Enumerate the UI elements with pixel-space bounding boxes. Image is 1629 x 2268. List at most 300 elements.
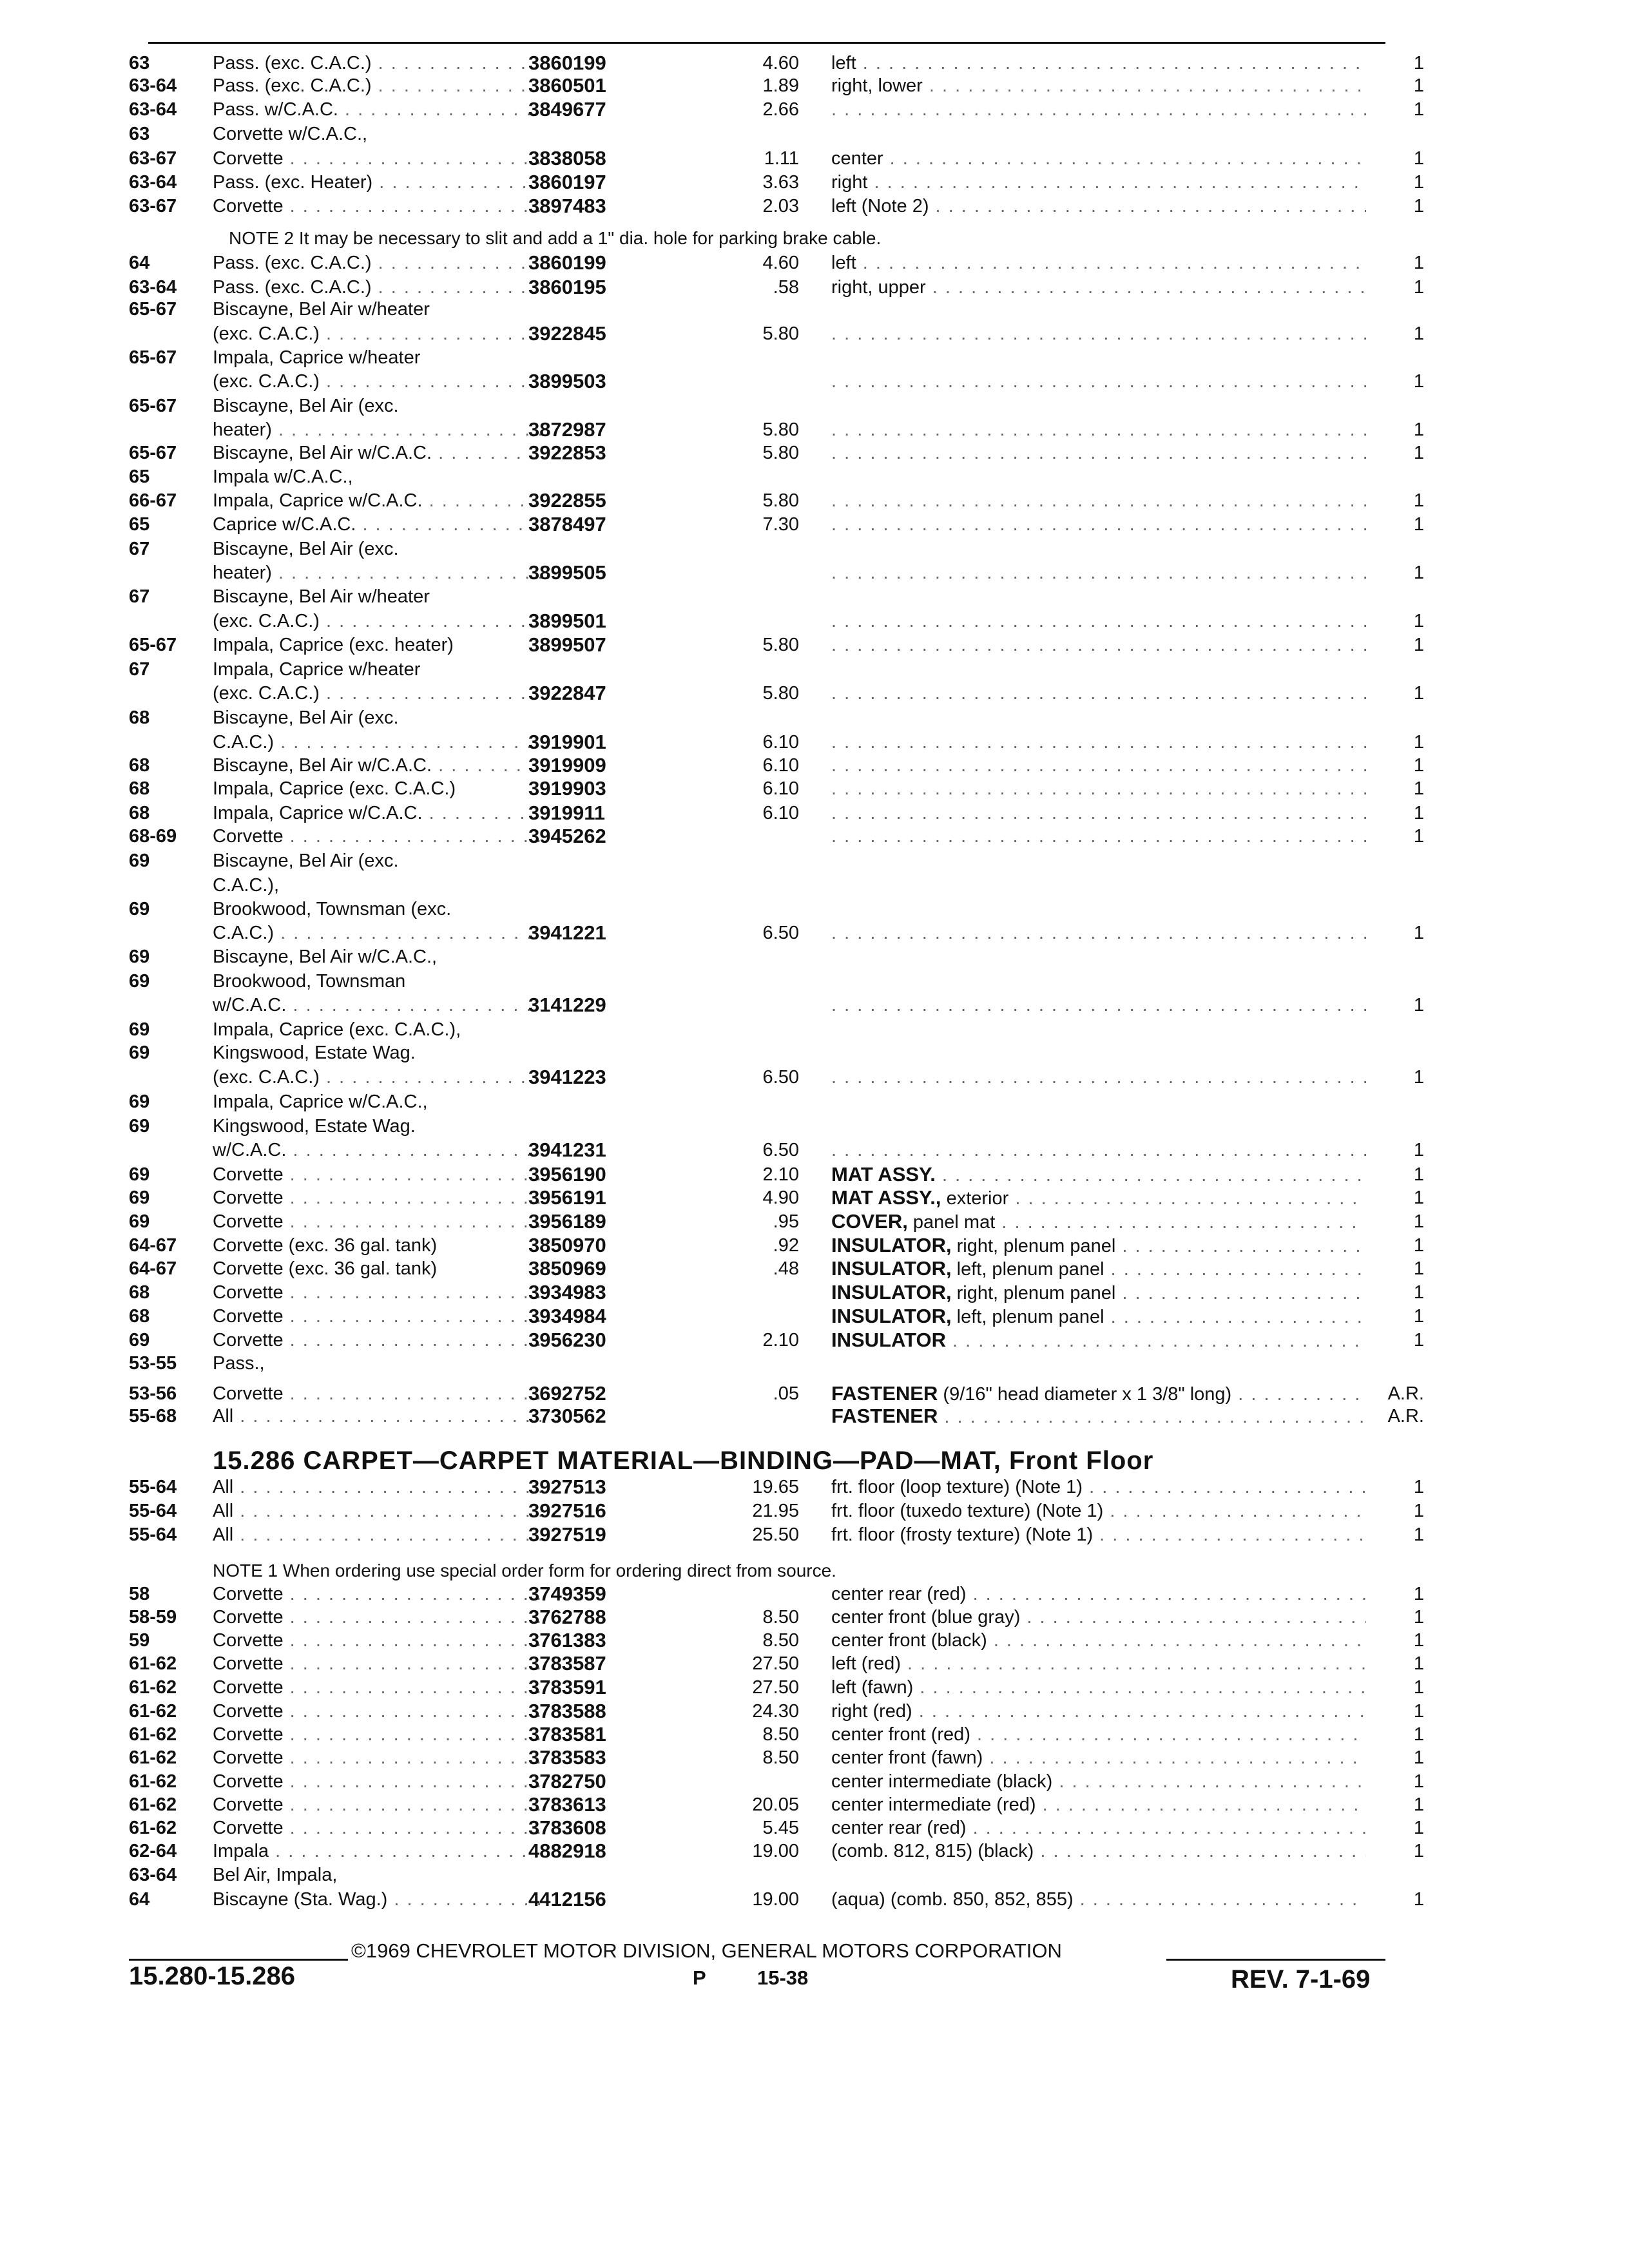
- model-description: Corvette . . .: [213, 1305, 541, 1328]
- model-description: Corvette . . .: [213, 1793, 541, 1816]
- price: 2.66: [762, 99, 799, 120]
- model-year: 69: [129, 1019, 150, 1040]
- quantity: 1: [1413, 826, 1424, 847]
- price: 2.03: [762, 196, 799, 216]
- quantity: 1: [1413, 1584, 1424, 1604]
- part-number: 3762788: [528, 1606, 606, 1628]
- part-number: 3850969: [528, 1257, 606, 1280]
- model-description: Brookwood, Townsman (exc.: [213, 899, 452, 919]
- model-description: All . . .: [213, 1523, 541, 1546]
- price: 20.05: [752, 1794, 799, 1815]
- quantity: 1: [1413, 755, 1424, 776]
- part-number: 3872987: [528, 418, 606, 441]
- table-row: [129, 1816, 1424, 1840]
- part-name-bold: INSULATOR: [831, 1329, 946, 1351]
- model-description: Corvette . . .: [213, 1700, 541, 1723]
- quantity: 1: [1413, 1771, 1424, 1792]
- model-year: 55-64: [129, 1501, 177, 1521]
- part-name: [831, 418, 1366, 441]
- model-description: Biscayne, Bel Air w/C.A.C. . . .: [213, 441, 541, 465]
- price: 6.10: [762, 778, 799, 799]
- table-row: [129, 561, 1424, 584]
- table-row: [129, 537, 1418, 561]
- part-name-detail: right, plenum panel: [951, 1236, 1116, 1256]
- model-description: Biscayne, Bel Air (exc.: [213, 396, 399, 416]
- model-description: w/C.A.C. . . .: [213, 1139, 541, 1162]
- table-row: [129, 1888, 1424, 1911]
- quantity: 1: [1413, 1235, 1424, 1256]
- model-description: Corvette . . .: [213, 1582, 541, 1606]
- model-description: Corvette . . .: [213, 1816, 541, 1840]
- model-description: Corvette . . .: [213, 825, 541, 848]
- price: 3.63: [762, 172, 799, 193]
- part-name: [831, 1210, 1366, 1234]
- part-name: [831, 994, 1366, 1017]
- table-row: [129, 1329, 1424, 1352]
- part-name: [831, 1281, 1366, 1305]
- quantity: 1: [1413, 1187, 1424, 1208]
- table-row: [129, 585, 1418, 608]
- table-row: [129, 418, 1424, 441]
- table-row: [129, 1582, 1424, 1606]
- part-number: 3922855: [528, 489, 606, 512]
- price: 19.00: [752, 1889, 799, 1910]
- quantity: 1: [1413, 995, 1424, 1015]
- table-row: [129, 276, 1424, 299]
- part-name: [831, 633, 1366, 657]
- part-name: left (red) . . .: [831, 1652, 1366, 1675]
- table-row: [129, 1746, 1424, 1769]
- part-name-bold: MAT ASSY.: [831, 1163, 936, 1186]
- part-name: center front (black) . . .: [831, 1629, 1366, 1652]
- part-number: 3783591: [528, 1676, 606, 1698]
- price: .05: [773, 1383, 799, 1404]
- table-row: [129, 1606, 1424, 1629]
- model-description: Impala w/C.A.C.,: [213, 466, 353, 487]
- part-name: [831, 1405, 1366, 1428]
- part-name: [831, 802, 1366, 825]
- model-year: 63-67: [129, 196, 177, 216]
- table-row: [129, 1186, 1424, 1209]
- model-description: Impala, Caprice (exc. C.A.C.): [213, 778, 456, 799]
- model-description: Corvette . . .: [213, 195, 541, 218]
- model-description: (exc. C.A.C.) . . .: [213, 610, 541, 633]
- model-year: 59: [129, 1630, 150, 1651]
- part-number: 3919903: [528, 777, 606, 800]
- part-number: 3860199: [528, 52, 606, 74]
- part-name: (aqua) (comb. 850, 852, 855) . . .: [831, 1888, 1366, 1911]
- table-row: [129, 122, 1418, 146]
- table-row: [129, 513, 1424, 536]
- model-year: 65-67: [129, 396, 177, 416]
- part-name: center . . .: [831, 147, 1366, 170]
- quantity: 1: [1413, 53, 1424, 73]
- quantity: 1: [1413, 1164, 1424, 1185]
- table-row: [129, 1629, 1424, 1652]
- table-row: [129, 1352, 1418, 1375]
- part-number: 3927513: [528, 1475, 606, 1498]
- model-year: 68: [129, 755, 150, 776]
- page-number: 15-38: [757, 1966, 809, 1989]
- model-year: 69: [129, 947, 150, 967]
- model-description: Corvette . . .: [213, 1329, 541, 1352]
- model-description: Impala . . .: [213, 1840, 541, 1863]
- table-row: [129, 874, 1418, 897]
- price: 24.30: [752, 1701, 799, 1722]
- part-number: 3956189: [528, 1210, 606, 1233]
- part-number: 4882918: [528, 1840, 606, 1862]
- table-row: [129, 1281, 1424, 1304]
- part-number: 3956230: [528, 1329, 606, 1351]
- part-name: [831, 777, 1366, 800]
- part-name: right, lower . . .: [831, 74, 1366, 97]
- quantity: 1: [1413, 611, 1424, 631]
- quantity: 1: [1413, 99, 1424, 120]
- quantity: 1: [1413, 419, 1424, 440]
- table-row: [129, 610, 1424, 633]
- model-description: heater) . . .: [213, 561, 541, 584]
- quantity: 1: [1413, 1282, 1424, 1303]
- model-description: C.A.C.) . . .: [213, 731, 541, 754]
- price: 1.11: [764, 148, 799, 169]
- model-description: Corvette . . .: [213, 1186, 541, 1209]
- model-year: 69: [129, 1164, 150, 1185]
- table-row: [129, 195, 1424, 218]
- model-year: 61-62: [129, 1794, 177, 1815]
- part-name-detail: left, plenum panel: [951, 1259, 1104, 1280]
- part-name: [831, 489, 1366, 512]
- part-number: 3860501: [528, 74, 606, 97]
- model-description: C.A.C.),: [213, 875, 280, 896]
- model-description: Impala, Caprice w/heater: [213, 347, 421, 368]
- part-name: right (red) . . .: [831, 1700, 1366, 1723]
- quantity: 1: [1413, 323, 1424, 344]
- part-name-detail: exterior: [941, 1188, 1009, 1209]
- model-description: Impala, Caprice (exc. heater): [213, 635, 454, 655]
- model-description: w/C.A.C. . . .: [213, 994, 541, 1017]
- model-year: 63-64: [129, 75, 177, 96]
- model-description: Corvette (exc. 36 gal. tank): [213, 1235, 438, 1256]
- price: 4.60: [762, 253, 799, 273]
- quantity: 1: [1413, 443, 1424, 463]
- model-year: 69: [129, 1091, 150, 1112]
- price: 5.80: [762, 683, 799, 704]
- price: 4.90: [762, 1187, 799, 1208]
- part-name: [831, 513, 1366, 536]
- part-name: [831, 441, 1366, 465]
- price: 6.50: [762, 923, 799, 943]
- model-description: Pass. (exc. C.A.C.) . . .: [213, 74, 541, 97]
- model-year: 65-67: [129, 443, 177, 463]
- quantity: 1: [1413, 562, 1424, 583]
- part-name: [831, 98, 1366, 121]
- table-row: [129, 1210, 1424, 1233]
- part-name: frt. floor (tuxedo texture) (Note 1) . . .: [831, 1499, 1366, 1523]
- price: 27.50: [752, 1677, 799, 1698]
- part-name: [831, 682, 1366, 705]
- price: 5.80: [762, 323, 799, 344]
- part-name: center intermediate (red) . . .: [831, 1793, 1366, 1816]
- model-description: Biscayne, Bel Air w/C.A.C.,: [213, 947, 438, 967]
- table-row: [129, 1676, 1424, 1699]
- part-name: right, upper . . .: [831, 276, 1366, 299]
- part-number: 3878497: [528, 513, 606, 535]
- part-number: 3899501: [528, 610, 606, 632]
- model-description: All . . .: [213, 1499, 541, 1523]
- part-number: 3899507: [528, 633, 606, 656]
- table-row: [129, 147, 1424, 170]
- price: 4.60: [762, 53, 799, 73]
- quantity: 1: [1413, 1067, 1424, 1088]
- model-description: Impala, Caprice w/heater: [213, 659, 421, 680]
- price: 1.89: [762, 75, 799, 96]
- model-year: 65: [129, 466, 150, 487]
- table-row: [129, 1863, 1418, 1887]
- model-year: 61-62: [129, 1677, 177, 1698]
- table-row: [129, 346, 1418, 369]
- price: 6.10: [762, 755, 799, 776]
- part-name: frt. floor (loop texture) (Note 1) . . .: [831, 1475, 1366, 1499]
- model-year: 61-62: [129, 1771, 177, 1792]
- part-number: 3934984: [528, 1305, 606, 1327]
- price: 2.10: [762, 1330, 799, 1350]
- part-number: 3783581: [528, 1723, 606, 1745]
- table-row: [129, 1523, 1424, 1546]
- model-year: 55-64: [129, 1524, 177, 1545]
- part-number: 3941223: [528, 1066, 606, 1088]
- table-row: [129, 1793, 1424, 1816]
- table-row: [129, 1041, 1418, 1064]
- quantity: A.R.: [1387, 1406, 1424, 1427]
- model-year: 69: [129, 899, 150, 919]
- quantity: 1: [1413, 1724, 1424, 1745]
- table-row: [129, 1018, 1418, 1041]
- model-year: 65-67: [129, 635, 177, 655]
- footer-rule-left: [129, 1959, 348, 1961]
- model-year: 69: [129, 971, 150, 992]
- part-number: 3782750: [528, 1770, 606, 1792]
- price: .95: [773, 1211, 799, 1232]
- part-number: 3956191: [528, 1186, 606, 1209]
- model-description: Biscayne, Bel Air w/C.A.C. . . .: [213, 754, 541, 777]
- section-range: 15.280-15.286: [129, 1962, 296, 1990]
- part-number: 3730562: [528, 1405, 606, 1427]
- part-number: 3783608: [528, 1816, 606, 1839]
- part-name: [831, 1139, 1366, 1162]
- part-name: center intermediate (black) . . .: [831, 1770, 1366, 1793]
- quantity: 1: [1413, 1306, 1424, 1327]
- model-year: 69: [129, 1043, 150, 1063]
- model-description: Corvette . . .: [213, 1606, 541, 1629]
- model-description: Corvette w/C.A.C.,: [213, 124, 368, 144]
- part-name: [831, 610, 1366, 633]
- table-row: [129, 98, 1424, 121]
- table-row: [129, 970, 1418, 993]
- top-rule: [148, 42, 1385, 44]
- model-description: (exc. C.A.C.) . . .: [213, 682, 541, 705]
- price: 8.50: [762, 1630, 799, 1651]
- table-row: [129, 682, 1424, 705]
- part-number: 3899503: [528, 370, 606, 392]
- model-description: Kingswood, Estate Wag.: [213, 1116, 416, 1137]
- model-description: Corvette . . .: [213, 1746, 541, 1769]
- price: 27.50: [752, 1653, 799, 1674]
- price: 19.65: [752, 1477, 799, 1497]
- table-row: [129, 1840, 1424, 1863]
- footer-rule-right: [1166, 1959, 1385, 1961]
- revision-date: REV. 7-1-69: [1231, 1965, 1371, 1994]
- part-name: center front (red) . . .: [831, 1723, 1366, 1746]
- model-description: Corvette . . .: [213, 1281, 541, 1304]
- part-number: 3783587: [528, 1652, 606, 1675]
- price: 5.45: [762, 1818, 799, 1838]
- model-description: Biscayne, Bel Air (exc.: [213, 850, 399, 871]
- table-row: [129, 1115, 1418, 1138]
- model-description: Pass. (exc. C.A.C.) . . .: [213, 251, 541, 274]
- table-row: [129, 1382, 1424, 1405]
- model-description: Biscayne, Bel Air w/heater: [213, 586, 430, 607]
- part-name: right . . .: [831, 171, 1366, 194]
- model-year: 69: [129, 1116, 150, 1137]
- table-row: [129, 1234, 1424, 1257]
- table-row: [129, 441, 1424, 465]
- part-name-bold: FASTENER: [831, 1405, 938, 1427]
- price: 7.30: [762, 514, 799, 535]
- model-year: 63-67: [129, 148, 177, 169]
- part-name-detail: panel mat: [907, 1212, 996, 1233]
- model-year: 68: [129, 1282, 150, 1303]
- part-number: 3897483: [528, 195, 606, 217]
- model-year: 61-62: [129, 1818, 177, 1838]
- table-row: [129, 754, 1424, 777]
- part-name: [831, 731, 1366, 754]
- table-row: [129, 706, 1418, 729]
- note-2: NOTE 2 It may be necessary to slit and add a 1" dia. hole for parking brake cable.: [229, 228, 882, 248]
- model-description: (exc. C.A.C.) . . .: [213, 370, 541, 393]
- model-description: All . . .: [213, 1405, 541, 1428]
- part-name: [831, 1163, 1366, 1187]
- model-year: 68: [129, 707, 150, 728]
- price: 5.80: [762, 419, 799, 440]
- price: 8.50: [762, 1724, 799, 1745]
- model-description: Bel Air, Impala,: [213, 1865, 338, 1885]
- model-year: 53-56: [129, 1383, 177, 1404]
- model-description: Impala, Caprice (exc. C.A.C.),: [213, 1019, 461, 1040]
- part-name: [831, 1234, 1366, 1258]
- model-description: Impala, Caprice w/C.A.C.,: [213, 1091, 428, 1112]
- model-year: 65-67: [129, 347, 177, 368]
- model-description: Caprice w/C.A.C. . . .: [213, 513, 541, 536]
- model-description: Kingswood, Estate Wag.: [213, 1043, 416, 1063]
- table-row: [129, 1405, 1424, 1428]
- quantity: 1: [1413, 1747, 1424, 1768]
- quantity: 1: [1413, 803, 1424, 823]
- model-description: Brookwood, Townsman: [213, 971, 406, 992]
- table-row: [129, 1139, 1424, 1162]
- price: 6.50: [762, 1140, 799, 1160]
- price: 6.50: [762, 1067, 799, 1088]
- part-number: 3956190: [528, 1163, 606, 1186]
- model-year: 64-67: [129, 1235, 177, 1256]
- part-name: [831, 1066, 1366, 1089]
- part-number: 3922853: [528, 441, 606, 464]
- quantity: 1: [1413, 1630, 1424, 1651]
- part-name: [831, 754, 1366, 777]
- price: .48: [773, 1258, 799, 1279]
- quantity: 1: [1413, 778, 1424, 799]
- copyright-line: ©1969 CHEVROLET MOTOR DIVISION, GENERAL MOTORS CORPORATION: [351, 1939, 1062, 1962]
- part-name: left . . .: [831, 52, 1366, 75]
- part-name-detail: left, plenum panel: [951, 1307, 1104, 1327]
- part-number: 3941221: [528, 921, 606, 944]
- part-name: [831, 370, 1366, 393]
- part-number: 3761383: [528, 1629, 606, 1651]
- model-year: 63-64: [129, 1865, 177, 1885]
- model-description: Pass.,: [213, 1353, 265, 1374]
- part-name-bold: FASTENER: [831, 1382, 938, 1405]
- part-name: (comb. 812, 815) (black) . . .: [831, 1840, 1366, 1863]
- model-description: Pass. (exc. Heater) . . .: [213, 171, 541, 194]
- model-year: 61-62: [129, 1724, 177, 1745]
- table-row: [129, 633, 1424, 657]
- page-prefix: P: [693, 1966, 706, 1989]
- quantity: 1: [1413, 490, 1424, 511]
- price: 8.50: [762, 1747, 799, 1768]
- part-number: 3749359: [528, 1582, 606, 1605]
- quantity: 1: [1413, 1501, 1424, 1521]
- quantity: A.R.: [1387, 1383, 1424, 1404]
- model-description: Corvette . . .: [213, 1163, 541, 1186]
- price: 5.80: [762, 443, 799, 463]
- part-number: 3919909: [528, 754, 606, 776]
- part-name: [831, 561, 1366, 584]
- table-row: [129, 777, 1424, 800]
- model-description: Corvette . . .: [213, 1382, 541, 1405]
- model-year: 65: [129, 514, 150, 535]
- quantity: 1: [1413, 75, 1424, 96]
- model-year: 69: [129, 1330, 150, 1350]
- part-name: frt. floor (frosty texture) (Note 1) . . .: [831, 1523, 1366, 1546]
- price: 25.50: [752, 1524, 799, 1545]
- table-row: [129, 394, 1418, 418]
- model-year: 68: [129, 803, 150, 823]
- note-1: NOTE 1 When ordering use special order form for ordering direct from source.: [213, 1561, 836, 1581]
- model-year: 62-64: [129, 1841, 177, 1861]
- part-number: 3850970: [528, 1234, 606, 1256]
- model-description: Impala, Caprice w/C.A.C. . . .: [213, 802, 541, 825]
- part-number: 3783583: [528, 1746, 606, 1769]
- part-number: 3927516: [528, 1499, 606, 1522]
- part-name-bold: INSULATOR,: [831, 1234, 952, 1256]
- quantity: 1: [1413, 1841, 1424, 1861]
- price: 6.10: [762, 732, 799, 753]
- model-description: Biscayne (Sta. Wag.) . . .: [213, 1888, 541, 1911]
- quantity: 1: [1413, 1653, 1424, 1674]
- quantity: 1: [1413, 1818, 1424, 1838]
- price: 2.10: [762, 1164, 799, 1185]
- quantity: 1: [1413, 196, 1424, 216]
- model-year: 63: [129, 53, 150, 73]
- quantity: 1: [1413, 1701, 1424, 1722]
- model-description: Corvette . . .: [213, 1676, 541, 1699]
- table-row: [129, 658, 1418, 681]
- table-row: [129, 1723, 1424, 1746]
- part-name: [831, 825, 1366, 848]
- model-description: Impala, Caprice w/C.A.C. . . .: [213, 489, 541, 512]
- quantity: 1: [1413, 1477, 1424, 1497]
- quantity: 1: [1413, 1330, 1424, 1350]
- quantity: 1: [1413, 635, 1424, 655]
